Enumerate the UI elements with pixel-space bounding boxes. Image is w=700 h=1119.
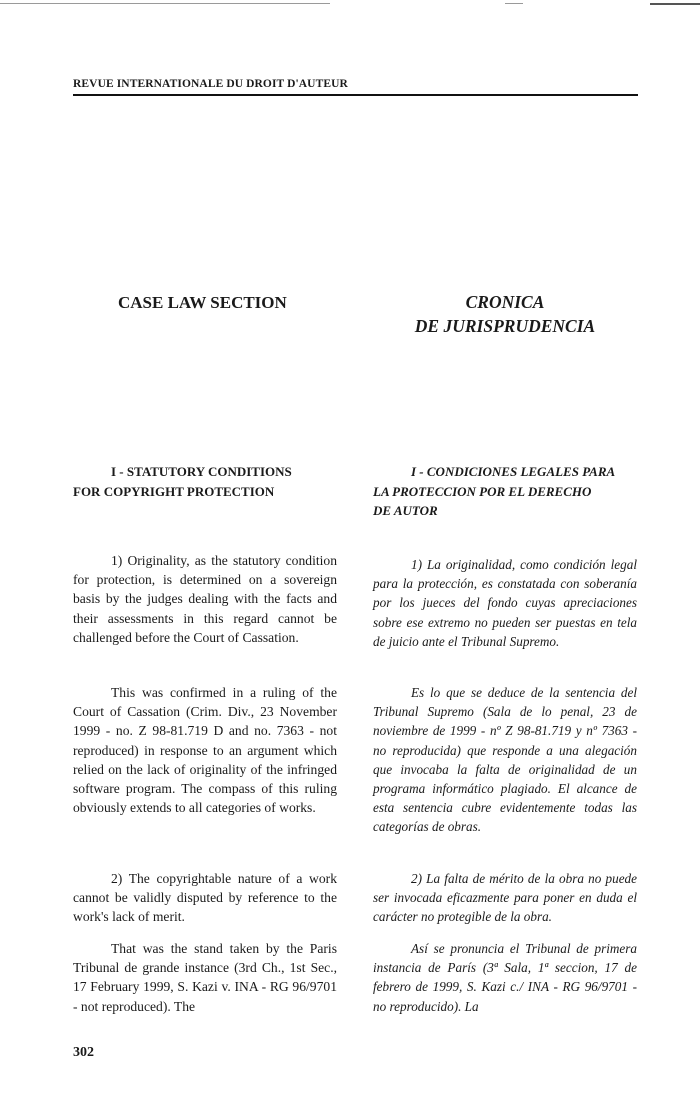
heading-english bbox=[73, 462, 337, 501]
english-paragraph-text: 1) Originality, as the statutory condition for protection, is determined on a sovereign basis by the judges dealing with the facts and their assessments in this regard cannot be challenged before the Court of Cassation. bbox=[73, 553, 337, 645]
section-title-english: CASE LAW SECTION bbox=[118, 293, 287, 312]
spanish-paragraph-text: 2) La falta de mérito de la obra no puede ser invocada eficazmente para poner en duda el carácter no protegible de la obra. bbox=[373, 871, 637, 925]
page-number: 302 bbox=[73, 1045, 94, 1060]
top-edge-rule bbox=[0, 3, 330, 4]
spanish-paragraph bbox=[373, 869, 637, 927]
spanish-paragraph-text: Así se pronuncia el Tribunal de primera instancia de París (3ª Sala, 1ª seccion, 17 de febrero de 1999, S. Kazi c./ INA - RG 96/9701 - no reproducido). La bbox=[373, 941, 637, 1014]
spanish-paragraph bbox=[373, 555, 637, 651]
english-paragraph bbox=[73, 683, 337, 817]
top-edge-rule-short bbox=[505, 3, 523, 4]
english-paragraph bbox=[73, 869, 337, 927]
english-paragraph bbox=[73, 551, 337, 647]
spanish-paragraph-text: 1) La originalidad, como condición legal para la protección, es constatada con soberanía por los jueces del fondo cuyas apreciaciones sobre ese extremo no pueden ser puestas en tela de juicio ante el Tribunal Supremo. bbox=[373, 557, 637, 649]
spanish-paragraph bbox=[373, 683, 637, 837]
header-rule bbox=[73, 94, 638, 96]
section-title-spanish-line2: DE JURISPRUDENCIA bbox=[414, 316, 596, 336]
spanish-paragraph bbox=[373, 939, 637, 1016]
section-title-spanish bbox=[380, 290, 630, 338]
heading-spanish-line2: LA PROTECCION POR EL DERECHO bbox=[373, 483, 592, 499]
heading-spanish-line1: I - CONDICIONES LEGALES PARA bbox=[411, 464, 616, 479]
heading-english-line1: I - STATUTORY CONDITIONS bbox=[111, 464, 292, 479]
english-paragraph-text: That was the stand taken by the Paris Tribunal de grande instance (3rd Ch., 1st Sec., 17 February 1999, S. Kazi v. INA - RG 96/9701 - not reproduced). The bbox=[73, 941, 337, 1014]
heading-english-line2: FOR COPYRIGHT PROTECTION bbox=[73, 483, 275, 499]
running-head: REVUE INTERNATIONALE DU DROIT D'AUTEUR bbox=[73, 78, 348, 90]
heading-spanish bbox=[373, 462, 637, 521]
section-title-spanish-line1: CRONICA bbox=[465, 292, 545, 312]
english-paragraph bbox=[73, 939, 337, 1016]
english-paragraph-text: 2) The copyrightable nature of a work cannot be validly disputed by reference to the work's lack of merit. bbox=[73, 871, 337, 925]
heading-spanish-line3: DE AUTOR bbox=[373, 503, 438, 518]
english-paragraph-text: This was confirmed in a ruling of the Court of Cassation (Crim. Div., 23 November 1999 - no. Z 98-81.719 D and no. 7363 - not reproduced) in response to an argument which relied on the lack of originality of the infringed software program. The compass of this ruling obviously extends to all categories of works. bbox=[73, 685, 337, 816]
top-edge-rule-right bbox=[650, 3, 700, 5]
spanish-paragraph-text: Es lo que se deduce de la sentencia del Tribunal Supremo (Sala de lo penal, 23 de noviembre de 1999 - nº Z 98-81.719 y nº 7363 - no reproducida) que responde a una alegación que invocaba la falta de originalidad de un programa informático plagiado. El alcance de esta sentencia cubre evidentemente todas las categorías de obras. bbox=[373, 685, 637, 835]
